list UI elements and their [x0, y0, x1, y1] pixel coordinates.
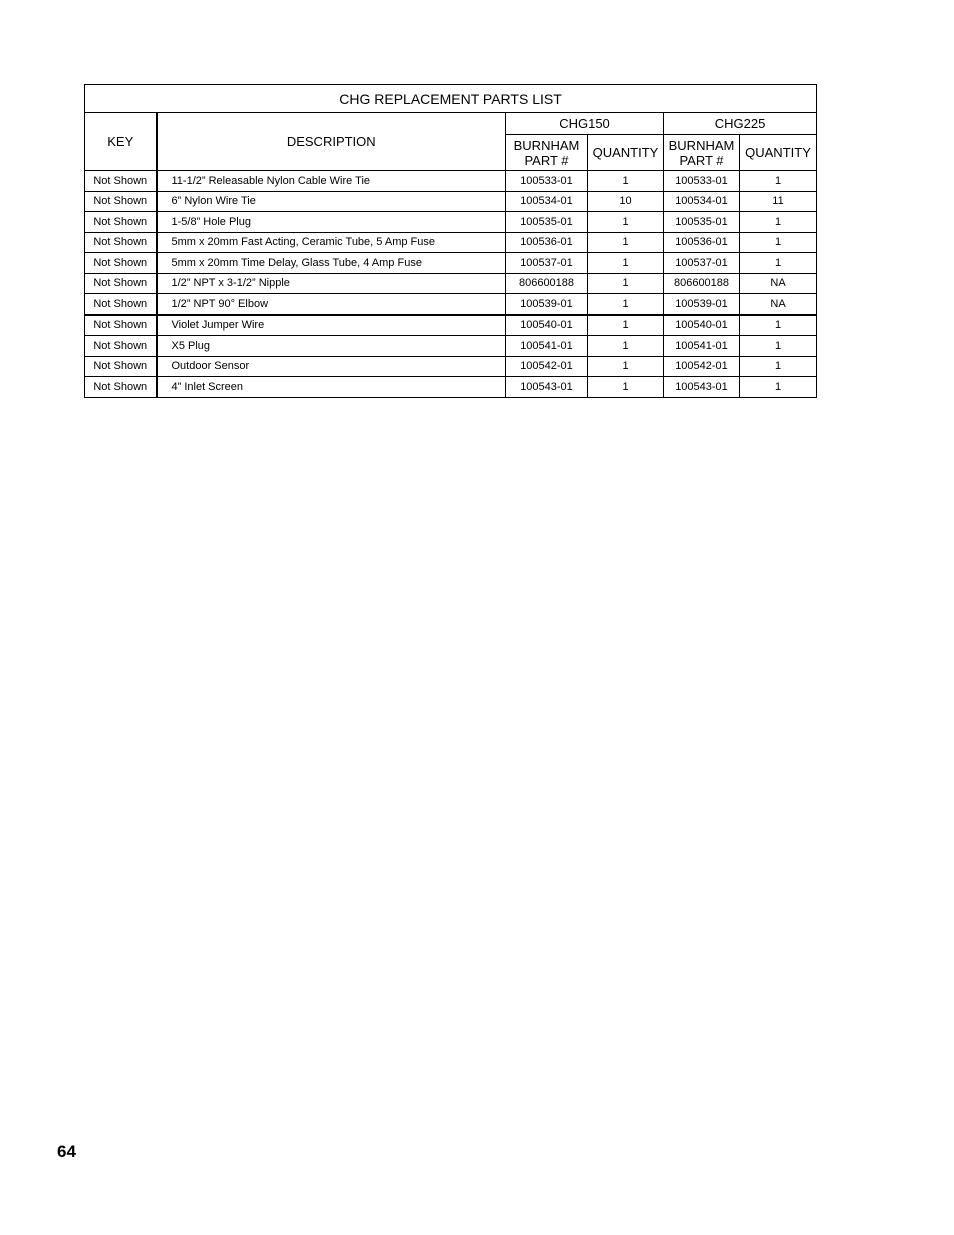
chg150-part-cell: 100537-01 [506, 253, 588, 274]
description-cell: 5mm x 20mm Time Delay, Glass Tube, 4 Amp Fuse [157, 253, 506, 274]
chg150-part-cell: 100539-01 [506, 294, 588, 315]
chg225-part-cell: 100542-01 [664, 356, 740, 377]
chg150-part-cell: 100542-01 [506, 356, 588, 377]
description-cell: 4” Inlet Screen [157, 377, 506, 398]
chg225-quantity-cell: 1 [740, 171, 817, 192]
table-row [85, 232, 817, 253]
key-cell: Not Shown [85, 377, 157, 398]
chg225-part-header: BURNHAM PART # [664, 135, 740, 171]
table-row [85, 315, 817, 336]
chg225-part-cell: 100534-01 [664, 191, 740, 212]
chg225-part-cell: 100539-01 [664, 294, 740, 315]
table-row [85, 212, 817, 233]
parts-table-body [85, 171, 817, 398]
chg225-part-cell: 100537-01 [664, 253, 740, 274]
table-row [85, 273, 817, 294]
chg225-quantity-cell: NA [740, 273, 817, 294]
chg225-part-cell: 100540-01 [664, 315, 740, 336]
model-chg150-header: CHG150 [506, 113, 664, 135]
key-cell: Not Shown [85, 315, 157, 336]
chg150-quantity-cell: 1 [588, 356, 664, 377]
key-header: KEY [85, 113, 157, 171]
chg225-quantity-cell: 1 [740, 377, 817, 398]
chg150-part-cell: 806600188 [506, 273, 588, 294]
chg225-part-cell: 100536-01 [664, 232, 740, 253]
chg150-quantity-cell: 10 [588, 191, 664, 212]
table-title: CHG REPLACEMENT PARTS LIST [85, 85, 817, 113]
chg150-part-cell: 100540-01 [506, 315, 588, 336]
description-cell: 6” Nylon Wire Tie [157, 191, 506, 212]
table-row [85, 356, 817, 377]
chg150-quantity-header: QUANTITY [588, 135, 664, 171]
model-chg225-header: CHG225 [664, 113, 817, 135]
chg150-part-cell: 100543-01 [506, 377, 588, 398]
key-cell: Not Shown [85, 273, 157, 294]
chg150-part-cell: 100541-01 [506, 336, 588, 357]
description-cell: 1-5/8” Hole Plug [157, 212, 506, 233]
key-cell: Not Shown [85, 253, 157, 274]
chg150-quantity-cell: 1 [588, 232, 664, 253]
chg225-quantity-cell: 1 [740, 356, 817, 377]
table-row [85, 191, 817, 212]
chg225-quantity-cell: 1 [740, 336, 817, 357]
key-cell: Not Shown [85, 212, 157, 233]
chg150-part-cell: 100535-01 [506, 212, 588, 233]
chg150-part-cell: 100533-01 [506, 171, 588, 192]
chg225-quantity-header: QUANTITY [740, 135, 817, 171]
chg225-quantity-cell: 11 [740, 191, 817, 212]
chg225-part-cell: 100533-01 [664, 171, 740, 192]
key-cell: Not Shown [85, 171, 157, 192]
key-cell: Not Shown [85, 232, 157, 253]
chg150-quantity-cell: 1 [588, 315, 664, 336]
chg150-quantity-cell: 1 [588, 336, 664, 357]
table-row [85, 253, 817, 274]
description-cell: X5 Plug [157, 336, 506, 357]
chg225-part-cell: 100543-01 [664, 377, 740, 398]
chg150-quantity-cell: 1 [588, 377, 664, 398]
description-cell: Outdoor Sensor [157, 356, 506, 377]
key-cell: Not Shown [85, 294, 157, 315]
chg150-part-header: BURNHAM PART # [506, 135, 588, 171]
chg225-quantity-cell: 1 [740, 212, 817, 233]
chg225-part-cell: 100535-01 [664, 212, 740, 233]
description-cell: Violet Jumper Wire [157, 315, 506, 336]
description-cell: 1/2” NPT x 3-1/2” Nipple [157, 273, 506, 294]
parts-list-table [84, 84, 817, 398]
description-cell: 5mm x 20mm Fast Acting, Ceramic Tube, 5 Amp Fuse [157, 232, 506, 253]
description-cell: 1/2” NPT 90° Elbow [157, 294, 506, 315]
chg225-part-cell: 100541-01 [664, 336, 740, 357]
table-row [85, 294, 817, 315]
chg150-part-cell: 100534-01 [506, 191, 588, 212]
chg225-quantity-cell: 1 [740, 232, 817, 253]
chg150-quantity-cell: 1 [588, 253, 664, 274]
chg150-part-cell: 100536-01 [506, 232, 588, 253]
table-row [85, 336, 817, 357]
chg225-quantity-cell: 1 [740, 253, 817, 274]
chg225-part-cell: 806600188 [664, 273, 740, 294]
chg150-quantity-cell: 1 [588, 294, 664, 315]
page-number: 64 [57, 1142, 76, 1161]
key-cell: Not Shown [85, 191, 157, 212]
chg225-quantity-cell: NA [740, 294, 817, 315]
description-cell: 11-1/2” Releasable Nylon Cable Wire Tie [157, 171, 506, 192]
description-header: DESCRIPTION [157, 113, 506, 171]
chg225-quantity-cell: 1 [740, 315, 817, 336]
table-row [85, 377, 817, 398]
key-cell: Not Shown [85, 336, 157, 357]
chg150-quantity-cell: 1 [588, 273, 664, 294]
key-cell: Not Shown [85, 356, 157, 377]
chg150-quantity-cell: 1 [588, 171, 664, 192]
chg150-quantity-cell: 1 [588, 212, 664, 233]
table-row [85, 171, 817, 192]
